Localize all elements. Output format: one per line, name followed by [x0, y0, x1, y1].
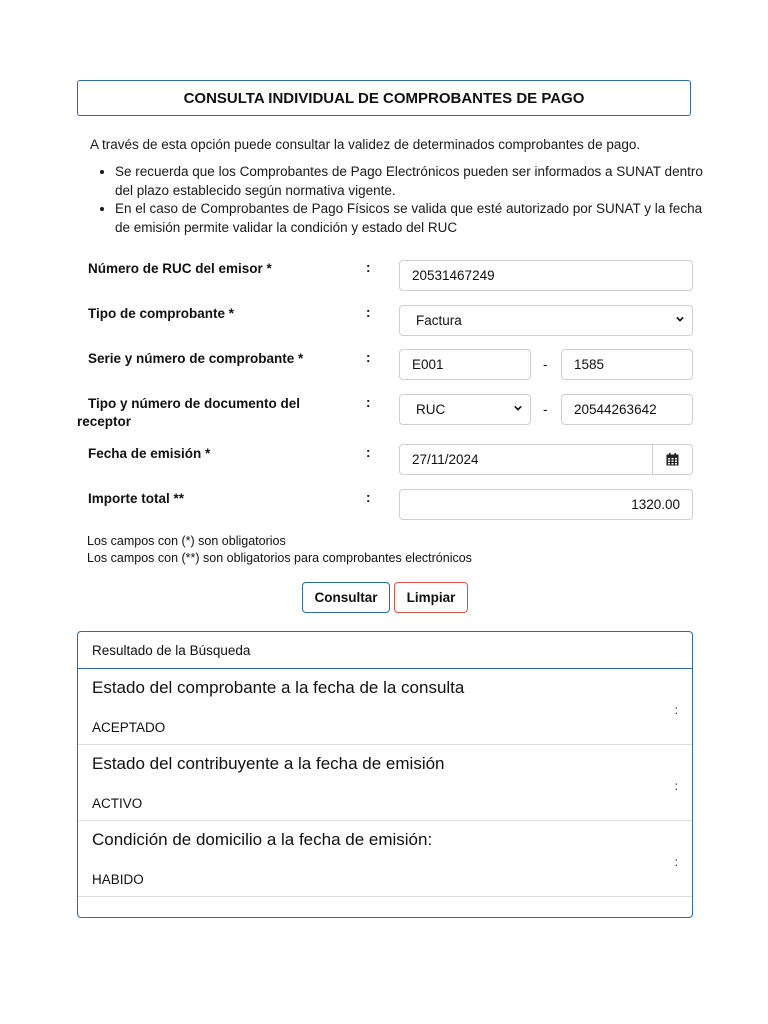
importe-total-input[interactable]: 1320.00 — [399, 489, 693, 520]
tipo-comprobante-label: Tipo de comprobante * — [88, 306, 235, 321]
documento-separator: - — [543, 402, 548, 417]
serie-numero-label: Serie y número de comprobante * — [88, 351, 304, 366]
serie-separator: - — [543, 357, 548, 372]
result-item-estado-contribuyente — [78, 745, 692, 821]
fecha-emision-input[interactable]: 27/11/2024 — [399, 444, 653, 475]
intro-text: A través de esta opción puede consultar la validez de determinados comprobantes de pago. — [90, 137, 641, 152]
limpiar-button[interactable]: Limpiar — [394, 582, 468, 613]
info-list — [97, 163, 705, 237]
result-value: ACTIVO — [92, 796, 143, 811]
result-item-estado-comprobante — [78, 669, 692, 745]
ruc-input[interactable]: 20531467249 — [399, 260, 693, 291]
chevron-down-icon — [514, 404, 522, 412]
fecha-emision-colon: : — [366, 445, 371, 460]
result-value: ACEPTADO — [92, 720, 166, 735]
result-colon: : — [674, 703, 678, 717]
consultar-button[interactable]: Consultar — [302, 582, 390, 613]
result-value: HABIDO — [92, 872, 144, 887]
result-title: Estado del contribuyente a la fecha de emisión — [92, 754, 445, 773]
importe-total-colon: : — [366, 490, 371, 505]
importe-total-label: Importe total ** — [88, 491, 185, 506]
ruc-colon: : — [366, 260, 371, 275]
documento-receptor-colon: : — [366, 395, 371, 410]
documento-receptor-label: Tipo y número de documento del — [88, 396, 301, 411]
fecha-emision-label: Fecha de emisión * — [88, 446, 211, 461]
calendar-icon — [666, 453, 679, 466]
required-note: Los campos con (*) son obligatorios — [87, 534, 286, 548]
serie-numero-colon: : — [366, 350, 371, 365]
chevron-down-icon — [676, 315, 684, 323]
results-panel — [77, 631, 693, 918]
required-electronic-note: Los campos con (**) son obligatorios para comprobantes electrónicos — [87, 551, 472, 565]
result-item-condicion-domicilio — [78, 821, 692, 897]
result-colon: : — [674, 855, 678, 869]
tipo-documento-select[interactable] — [399, 394, 531, 425]
results-header: Resultado de la Búsqueda — [78, 632, 692, 669]
serie-input[interactable]: E001 — [399, 349, 531, 380]
info-bullet: • En el caso de Comprobantes de Pago Físicos se valida que esté autorizado por SUNAT y la fecha de emisión permite validar la condición y estado del RUC — [115, 200, 705, 237]
numero-documento-input[interactable]: 20544263642 — [561, 394, 693, 425]
result-title: Estado del comprobante a la fecha de la consulta — [92, 678, 465, 697]
tipo-documento-value: RUC — [416, 402, 446, 417]
tipo-comprobante-select[interactable] — [399, 305, 693, 336]
info-bullet: • Se recuerda que los Comprobantes de Pago Electrónicos pueden ser informados a SUNAT dentro del plazo establecido según normativa vigente. — [115, 163, 705, 200]
calendar-button[interactable] — [653, 444, 693, 475]
ruc-label: Número de RUC del emisor * — [88, 261, 272, 276]
result-title: Condición de domicilio a la fecha de emisión: — [92, 830, 433, 849]
result-colon: : — [674, 779, 678, 793]
page-title: CONSULTA INDIVIDUAL DE COMPROBANTES DE PAGO — [77, 80, 691, 116]
tipo-comprobante-value: Factura — [416, 313, 462, 328]
tipo-comprobante-colon: : — [366, 305, 371, 320]
documento-receptor-label-cont: receptor — [77, 414, 132, 429]
numero-comprobante-input[interactable]: 1585 — [561, 349, 693, 380]
